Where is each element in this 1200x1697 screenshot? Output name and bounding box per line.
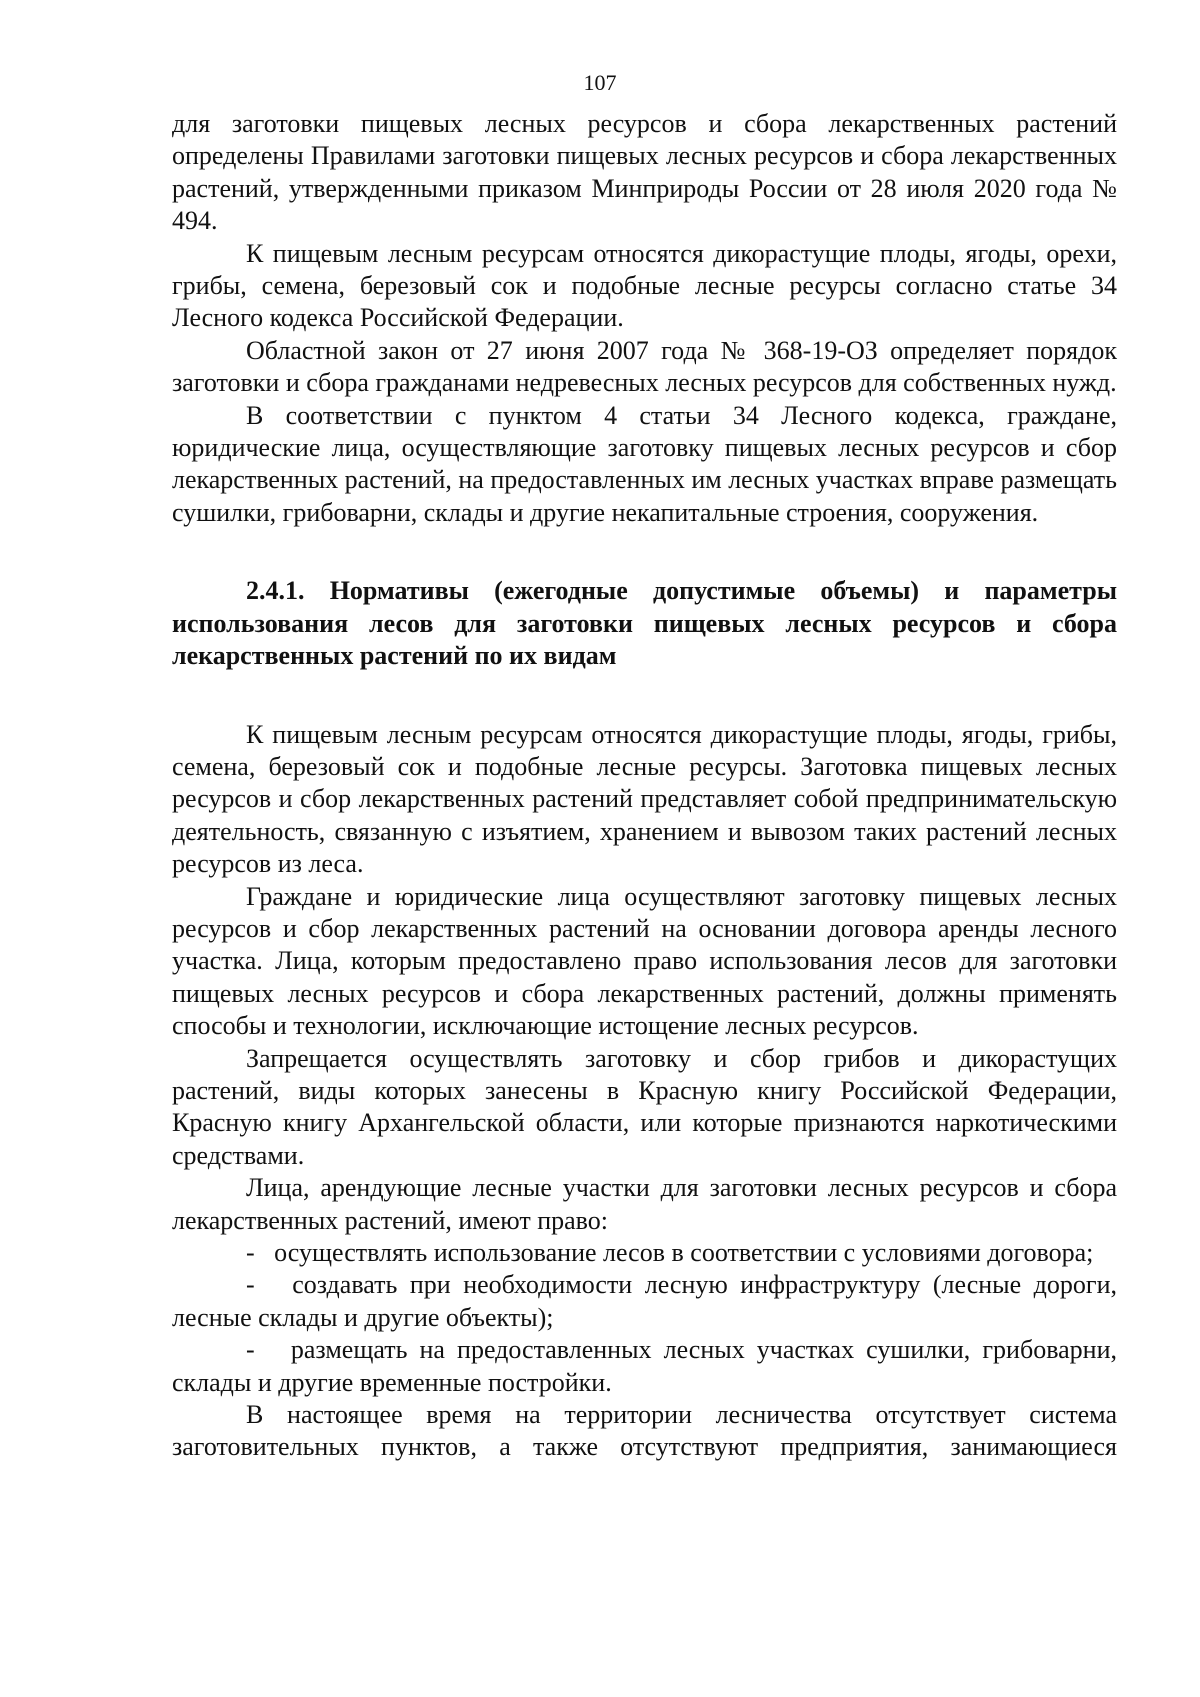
list-item: - размещать на предоставленных лесных участках сушилки, грибоварни, склады и другие временные постройки. bbox=[172, 1335, 1124, 1397]
paragraph: Запрещается осуществлять заготовку и сбор грибов и дикорастущих растений, виды которых занесены в Красную книгу Российской Федерации, Красную книгу Архангельской области, или которые признаются наркотическими средствами. bbox=[172, 1043, 1117, 1170]
section-heading: 2.4.1. Нормативы (ежегодные допустимые объемы) и параметры использования лесов для заготовки пищевых лесных ресурсов и сбора лекарственных растений по их видам bbox=[172, 576, 1117, 671]
paragraph: Граждане и юридические лица осуществляют заготовку пищевых лесных ресурсов и сбор лекарственных растений на основании договора аренды лесного участка. Лица, которым предоставлено право использования лесов для заготовки пищевых лесных ресурсов и сбора лекарственных растений, должны применять способы и технологии, исключающие истощение лесных ресурсов. bbox=[172, 881, 1117, 1041]
paragraph: Лица, арендующие лесные участки для заготовки лесных ресурсов и сбора лекарственных растений, имеют право: bbox=[172, 1173, 1117, 1235]
paragraph-last: В настоящее время на территории лесничества отсутствует система заготовительных пунктов, а также отсутствуют предприятия, занимающиеся bbox=[172, 1400, 1117, 1462]
paragraph-continuation: для заготовки пищевых лесных ресурсов и сбора лекарственных растений определены Правилами заготовки пищевых лесных ресурсов и сбора лекарственных растений, утвержденными приказом Минприроды России от 28 июля 2020 года № 494. bbox=[172, 109, 1117, 236]
paragraph: Областной закон от 27 июня 2007 года № 368-19-ОЗ определяет порядок заготовки и сбора гражданами недревесных лесных ресурсов для собственных нужд. bbox=[172, 335, 1117, 398]
document-body bbox=[172, 108, 1124, 1464]
page-number: 107 bbox=[583, 70, 617, 95]
paragraph: К пищевым лесным ресурсам относятся дикорастущие плоды, ягоды, орехи, грибы, семена, березовый сок и подобные лесные ресурсы согласно статье 34 Лесного кодекса Российской Федерации. bbox=[172, 238, 1117, 333]
paragraph: К пищевым лесным ресурсам относятся дикорастущие плоды, ягоды, грибы, семена, березовый сок и подобные лесные ресурсы. Заготовка пищевых лесных ресурсов и сбор лекарственных растений представляет собой предпринимательскую деятельность, связанную с изъятием, хранением и вывозом таких растений лесных ресурсов из леса. bbox=[172, 719, 1117, 879]
paragraph: В соответствии с пунктом 4 статьи 34 Лесного кодекса, граждане, юридические лица, осуществляющие заготовку пищевых лесных ресурсов и сбор лекарственных растений, на предоставленных им лесных участках вправе размещать сушилки, грибоварни, склады и другие некапитальные строения, сооружения. bbox=[172, 400, 1118, 527]
list-item: - создавать при необходимости лесную инфраструктуру (лесные дороги, лесные склады и другие объекты); bbox=[172, 1270, 1124, 1332]
list-item: - осуществлять использование лесов в соответствии с условиями договора; bbox=[246, 1238, 1094, 1267]
